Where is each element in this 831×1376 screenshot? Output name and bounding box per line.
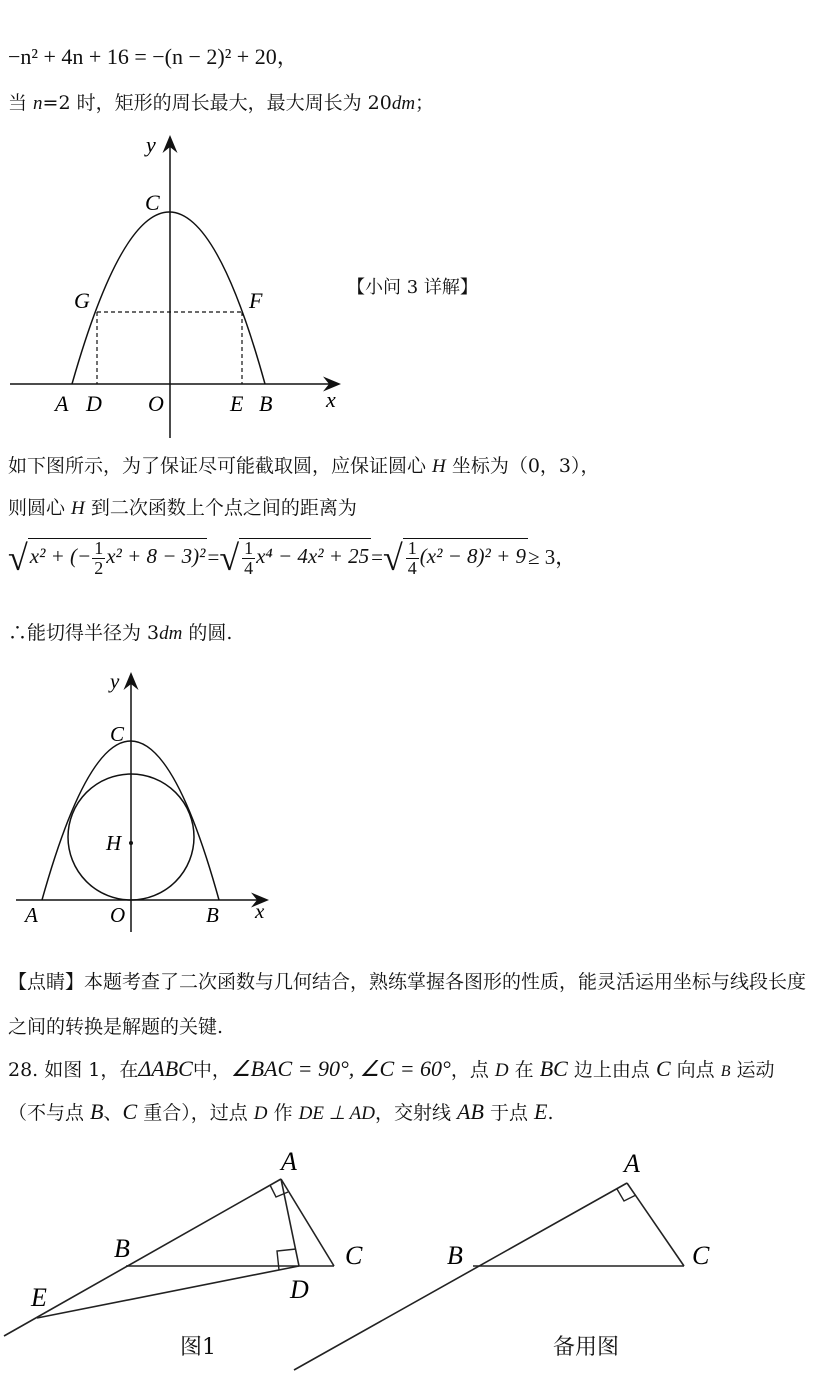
equation-text: −n² + 4n + 16 = −(n − 2)² + 20， — [8, 44, 299, 69]
sqrt-3 — [403, 538, 528, 578]
label-D: D — [290, 1275, 309, 1304]
figure-parabola-circle — [0, 660, 290, 940]
text-seg: 、 — [103, 1102, 123, 1124]
formula-seg: (x² − 8)² + 9 — [419, 544, 527, 569]
label-C: C — [345, 1241, 363, 1270]
equals-sign: = — [207, 545, 220, 570]
label-B: B — [114, 1234, 130, 1263]
var-C: C — [655, 1056, 671, 1081]
formula-seg: x² + (− — [29, 544, 92, 569]
sqrt-2 — [239, 538, 371, 578]
frac-num: 1 — [407, 538, 417, 558]
text-seg: ，交射线 — [375, 1102, 458, 1124]
figure-1-caption: 图1 — [180, 1335, 216, 1360]
label-D: D — [86, 391, 102, 416]
text-seg: ∴能切得半径为 3 — [8, 622, 160, 644]
label-x: x — [255, 899, 265, 923]
label-E: E — [31, 1283, 47, 1312]
segment-BC: BC — [539, 1056, 568, 1081]
var-C: C — [122, 1099, 138, 1124]
center-coordinate-line — [8, 455, 600, 479]
fraction-quarter-2 — [406, 539, 419, 578]
var-D: D — [253, 1103, 268, 1124]
formula-tail: ≥ 3， — [528, 545, 577, 570]
label-C: C — [145, 190, 160, 215]
figure-backup-triangle — [280, 1140, 740, 1376]
label-A: A — [55, 391, 69, 416]
var-n: n — [33, 93, 43, 114]
angle-conditions: ∠BAC = 90°, ∠C = 60° — [230, 1056, 451, 1081]
var-E: E — [534, 1099, 548, 1124]
text-seg: 重合），过点 — [137, 1102, 254, 1124]
formula-seg: x² + 8 − 3)² — [106, 544, 206, 569]
text-seg: 坐标为（0，3）， — [445, 455, 600, 477]
frac-num: 1 — [244, 538, 254, 558]
text-seg: 于点 — [483, 1102, 535, 1124]
distance-formula: √ x² + (− $\frac{1}{2}$ x² + 8 − 3)² = √ $\frac{1}{4}$ x⁴ − 4x² + 25 = √ $\frac{1}{4}$ (x² − 8)² + 9 ≥ 3， — [8, 537, 577, 578]
ray-AB: AB — [457, 1099, 484, 1124]
label-O: O — [148, 391, 164, 416]
var-D: D — [494, 1060, 509, 1081]
frac-num: 1 — [94, 538, 104, 558]
fraction-quarter — [242, 539, 255, 578]
label-C: C — [692, 1241, 710, 1270]
label-y: y — [146, 132, 156, 157]
text-seg: 则圆心 — [8, 497, 72, 519]
label-x: x — [326, 387, 336, 412]
label-F: F — [249, 288, 263, 313]
text-seg: 边上由点 — [567, 1059, 656, 1081]
text-seg: ，点 — [450, 1059, 495, 1081]
var-H: H — [71, 498, 85, 519]
text-seg: 向点 — [670, 1059, 721, 1081]
part3-heading: 【小问 3 详解】 — [347, 277, 478, 298]
text-seg: 如下图所示，为了保证尽可能截取圆，应保证圆心 — [8, 455, 433, 477]
sqrt-1 — [28, 538, 208, 578]
text-seg: . — [547, 1102, 554, 1124]
label-y: y — [110, 669, 120, 693]
frac-den: 4 — [407, 557, 417, 578]
text-seg: 中， — [192, 1059, 231, 1081]
point-note: 【点睛】本题考查了二次函数与几何结合，熟练掌握各图形的性质，能灵活运用坐标与线段长度之间的转换是解题的关键. — [8, 971, 807, 1038]
problem-28-line-1 — [8, 1056, 775, 1083]
frac-den: 2 — [94, 557, 104, 578]
label-B: B — [259, 391, 273, 416]
unit-dm: dm — [159, 623, 183, 644]
problem-28-line-2 — [8, 1099, 554, 1126]
distance-intro-line — [8, 497, 357, 521]
text-seg: 在 — [508, 1059, 540, 1081]
label-A: A — [624, 1149, 640, 1178]
text-seg: 作 — [267, 1102, 299, 1124]
text-seg: ； — [415, 92, 435, 114]
conclusion-line — [8, 622, 232, 646]
perpendicular-condition: DE ⊥ AD — [298, 1103, 375, 1124]
max-perimeter-line — [8, 92, 434, 116]
parabola-curve — [72, 212, 265, 384]
label-G: G — [74, 288, 90, 313]
text-seg: 的圆. — [182, 622, 233, 644]
var-H: H — [432, 456, 446, 477]
label-O: O — [110, 903, 126, 927]
frac-den: 4 — [244, 557, 254, 578]
text-seg: =2 时，矩形的周长最大，最大周长为 20 — [42, 92, 392, 114]
label-A: A — [281, 1147, 297, 1176]
fraction-half — [92, 539, 105, 578]
unit-dm: dm — [391, 93, 416, 114]
text-seg: 28. 如图 1，在 — [8, 1059, 139, 1081]
label-A: A — [25, 903, 38, 927]
var-B: B — [90, 1099, 104, 1124]
label-B: B — [447, 1241, 463, 1270]
label-B: B — [206, 903, 219, 927]
label-H: H — [106, 831, 122, 855]
label-C: C — [110, 722, 125, 746]
equals-sign: = — [371, 545, 384, 570]
equation-line-1 — [8, 44, 299, 70]
ray-AB-extended — [4, 1179, 281, 1336]
text-seg: （不与点 — [8, 1102, 91, 1124]
formula-seg: x⁴ − 4x² + 25 — [256, 544, 370, 569]
text-seg: 到二次函数上个点之间的距离为 — [84, 497, 357, 519]
figure-backup-caption: 备用图 — [553, 1335, 620, 1360]
var-B: B — [720, 1063, 731, 1080]
triangle-abc: ΔABC — [138, 1056, 193, 1081]
figure-parabola-rectangle — [0, 125, 360, 440]
text-seg: 运动 — [730, 1059, 775, 1081]
segment-DE — [37, 1266, 299, 1318]
center-H-point — [129, 841, 133, 845]
label-E: E — [230, 391, 244, 416]
text-seg: 当 — [8, 92, 34, 114]
